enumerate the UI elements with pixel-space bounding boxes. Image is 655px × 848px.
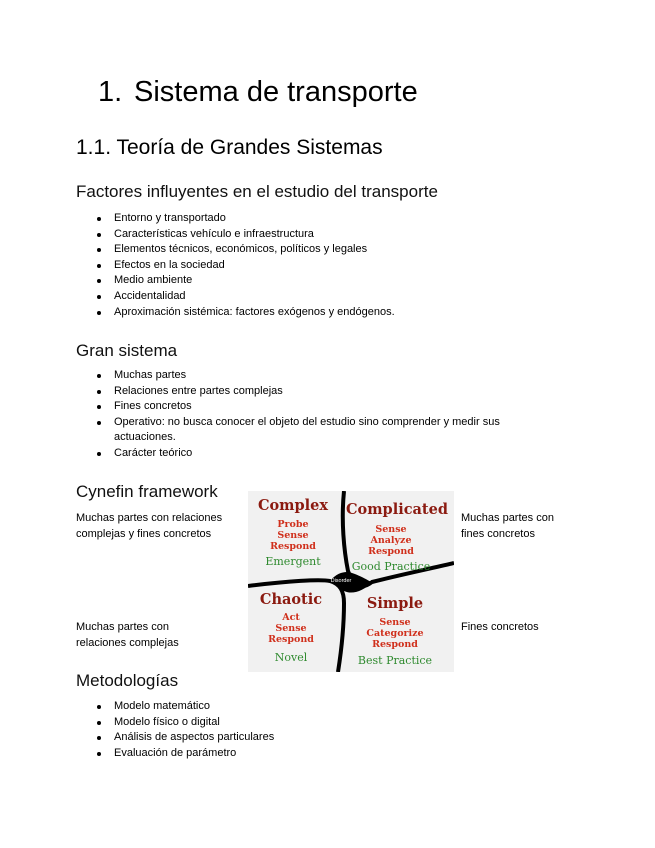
chaotic-step: Sense — [275, 623, 307, 634]
complicated-title: Complicated — [346, 501, 448, 518]
list-item: Características vehículo e infraestructura — [95, 227, 395, 243]
section-heading — [98, 76, 418, 109]
cynefin-diagram — [248, 491, 454, 672]
factores-list — [95, 211, 395, 320]
simple-step: Categorize — [366, 628, 424, 639]
list-item: Medio ambiente — [95, 273, 395, 289]
note-line: fines concretos — [461, 527, 535, 540]
list-item: Modelo físico o digital — [95, 715, 274, 731]
list-item: Muchas partes — [95, 368, 555, 384]
note-chaotic — [76, 620, 179, 651]
metodologias-list — [95, 699, 274, 761]
note-line: Fines concretos — [461, 621, 539, 633]
list-item: Aproximación sistémica: factores exógenos y endógenos. — [95, 305, 395, 321]
simple-step: Sense — [379, 617, 411, 628]
list-item: Relaciones entre partes complejas — [95, 384, 555, 400]
list-item: Fines concretos — [95, 399, 555, 415]
chaotic-practice: Novel — [274, 651, 308, 664]
cynefin-heading: Cynefin framework — [76, 482, 218, 501]
list-item: Entorno y transportado — [95, 211, 395, 227]
complicated-practice: Good Practice — [351, 560, 431, 573]
complex-title: Complex — [257, 497, 329, 514]
chaotic-step: Respond — [268, 634, 314, 645]
list-item: Efectos en la sociedad — [95, 258, 395, 274]
subsection-heading: 1.1. Teoría de Grandes Sistemas — [76, 136, 383, 159]
simple-title: Simple — [366, 595, 424, 612]
complicated-step: Respond — [368, 546, 414, 557]
complicated-step: Analyze — [370, 535, 412, 546]
complex-step: Sense — [277, 530, 309, 541]
simple-step: Respond — [372, 639, 418, 650]
note-line: Muchas partes con relaciones — [76, 512, 223, 524]
complex-step: Respond — [270, 541, 316, 552]
section-number: 1. — [98, 76, 123, 108]
note-line: Muchas partes con — [461, 512, 554, 524]
note-line: Muchas partes con — [76, 621, 169, 633]
complex-practice: Emergent — [265, 555, 321, 568]
gran-sistema-list — [95, 368, 555, 462]
list-item: Elementos técnicos, económicos, políticos y legales — [95, 242, 395, 258]
note-complicated — [461, 511, 554, 542]
note-line: relaciones complejas — [76, 636, 179, 649]
simple-practice: Best Practice — [357, 654, 433, 667]
list-item: Operativo: no busca conocer el objeto del estudio sino comprender y medir sus actuaciones. — [95, 415, 555, 446]
list-item: Modelo matemático — [95, 699, 274, 715]
factores-heading: Factores influyentes en el estudio del transporte — [76, 182, 438, 201]
metodologias-heading: Metodologías — [76, 671, 179, 690]
chaotic-title: Chaotic — [259, 591, 323, 608]
list-item: Evaluación de parámetro — [95, 746, 274, 762]
complex-step: Probe — [277, 519, 309, 530]
note-simple — [461, 620, 539, 636]
list-item: Análisis de aspectos particulares — [95, 730, 274, 746]
chaotic-step: Act — [282, 612, 300, 623]
complicated-step: Sense — [375, 524, 407, 535]
section-title: Sistema de transporte — [134, 76, 418, 108]
note-line: complejas y fines concretos — [76, 527, 212, 540]
list-item: Accidentalidad — [95, 289, 395, 305]
disorder-label: Disorder — [330, 578, 352, 584]
gran-sistema-heading: Gran sistema — [76, 341, 178, 360]
note-complex — [76, 511, 222, 542]
list-item: Carácter teórico — [95, 446, 555, 462]
